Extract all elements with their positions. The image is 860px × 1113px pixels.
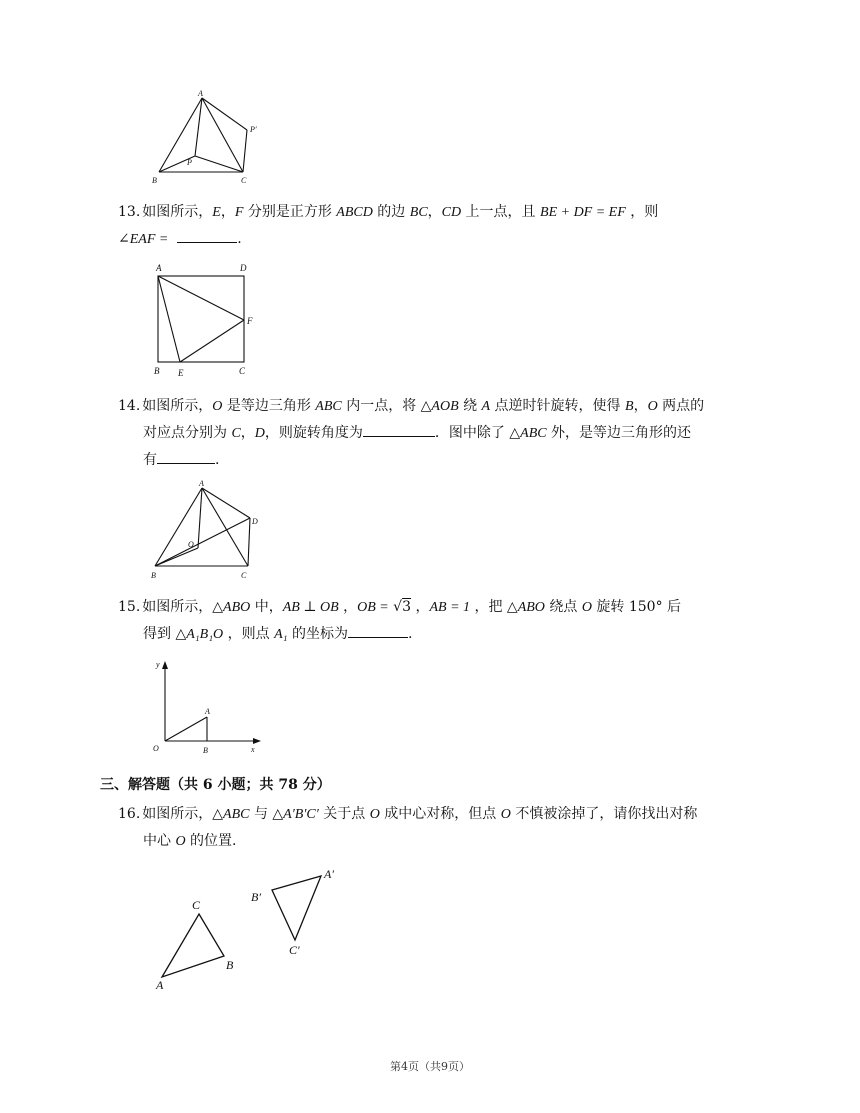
- math-cd: CD: [441, 205, 462, 220]
- label-b: B: [226, 958, 234, 972]
- math-a: A: [481, 399, 491, 414]
- q14-text: 两点的: [657, 398, 705, 414]
- line-ad: [202, 488, 250, 518]
- sqrt-sign: √: [393, 599, 403, 615]
- figure-q15: [145, 655, 270, 760]
- line-ap: [195, 98, 202, 156]
- q16-text: 成中心对称，但点: [379, 806, 501, 822]
- punct: ，: [220, 204, 235, 220]
- math-abc: ABC: [223, 807, 250, 822]
- triangle-abc-prime: [272, 876, 321, 940]
- figure-q14: [145, 478, 270, 583]
- figure-q13: [148, 262, 268, 382]
- question-16: [118, 801, 763, 855]
- math-abc: ABC: [315, 399, 342, 414]
- sqrt-value: 3: [402, 599, 412, 615]
- math-abcd: ABCD: [336, 205, 373, 220]
- q15-text: 绕点: [544, 599, 582, 615]
- q14-text: 如图所示，: [142, 398, 213, 414]
- math-c: C: [231, 426, 241, 441]
- math-perp: AB ⊥ OB: [282, 600, 339, 615]
- question-15: [118, 594, 763, 648]
- answer-blank[interactable]: [348, 622, 408, 638]
- q15-text: 得到 △: [143, 626, 187, 642]
- answer-blank-angle[interactable]: [363, 421, 435, 437]
- math-angle: ∠EAF =: [118, 232, 169, 247]
- q14-text: 有: [143, 452, 157, 468]
- q16-text: 关于点: [318, 806, 370, 822]
- label-c: C: [192, 898, 201, 912]
- line-ac: [202, 488, 248, 566]
- label-b: B: [154, 366, 160, 376]
- q16-text: 的位置.: [185, 833, 237, 849]
- math-o: O: [175, 834, 186, 849]
- q14-text: 对应点分别为: [143, 425, 232, 441]
- label-c: C: [241, 571, 247, 580]
- q16-text: 与 △: [249, 806, 284, 822]
- label-d: D: [240, 263, 247, 273]
- question-number: 15.: [118, 599, 141, 615]
- figure-q12: [145, 88, 270, 188]
- answer-blank-triangles[interactable]: [157, 448, 215, 464]
- punct: ，: [240, 425, 255, 441]
- q15-text: 中，: [250, 599, 283, 615]
- line-ao: [198, 488, 202, 548]
- line-ef: [180, 320, 244, 362]
- punct: .: [215, 452, 220, 468]
- punct: ，: [338, 599, 358, 615]
- line-af: [158, 276, 244, 320]
- label-b: B: [203, 746, 208, 755]
- label-b: B: [152, 176, 157, 185]
- q15-text: ，则点: [223, 626, 275, 642]
- math-abc-prime: A′B′C′: [283, 807, 319, 822]
- question-13: [118, 199, 763, 253]
- punct: ，: [633, 398, 648, 414]
- q14-text: 绕: [458, 398, 482, 414]
- page-footer: 第4页（共9页）: [390, 1060, 470, 1073]
- label-c: C: [239, 366, 246, 376]
- answer-blank[interactable]: [177, 227, 237, 243]
- square-abcd: [158, 276, 244, 362]
- figure-q16: [150, 862, 350, 997]
- line-ae: [158, 276, 180, 362]
- label-e: E: [178, 368, 184, 378]
- math-abc: ABC: [520, 426, 547, 441]
- line-ab: [159, 98, 202, 172]
- label-d: D: [252, 517, 258, 526]
- math-aob: AOB: [431, 399, 459, 414]
- punct: ，: [427, 204, 442, 220]
- math-b: B: [625, 399, 634, 414]
- q16-text: 如图所示，△: [142, 806, 224, 822]
- label-b: B: [151, 571, 156, 580]
- q13-text: 的边: [372, 204, 410, 220]
- label-c: C: [241, 176, 247, 185]
- label-a: A: [156, 978, 164, 992]
- label-b-prime: B′: [251, 890, 261, 904]
- q13-text: 如图所示，: [142, 204, 213, 220]
- label-a: A: [205, 707, 210, 716]
- q14-text: 外，是等边三角形的还: [546, 425, 692, 441]
- label-y: y: [156, 660, 160, 669]
- q13-text: 分别是正方形: [243, 204, 337, 220]
- q15-text: 旋转 150° 后: [591, 599, 682, 615]
- q14-text: ，则旋转角度为: [264, 425, 363, 441]
- q14-text: 点逆时针旋转，使得: [490, 398, 626, 414]
- q15-text: 的坐标为: [287, 626, 348, 642]
- y-axis-arrow: [162, 661, 168, 669]
- line-dc: [248, 518, 250, 566]
- q15-text: ，把 △: [470, 599, 518, 615]
- punct: ，: [411, 599, 430, 615]
- math-ob: OB =: [357, 600, 389, 615]
- q15-text: 如图所示，△: [142, 599, 224, 615]
- label-x: x: [251, 745, 255, 754]
- label-a: A: [198, 89, 203, 98]
- q14-text: 是等边三角形: [222, 398, 316, 414]
- label-p-prime: P′: [250, 125, 257, 134]
- math-o: O: [369, 807, 380, 822]
- label-a-prime: A′: [324, 867, 334, 881]
- label-o: O: [188, 540, 194, 549]
- label-o: O: [153, 744, 159, 753]
- math-abo: ABO: [223, 600, 251, 615]
- q14-text: ．图中除了 △: [434, 425, 521, 441]
- label-a: A: [199, 479, 204, 488]
- math-equation: BE + DF = EF: [540, 205, 626, 220]
- label-c-prime: C′: [289, 943, 300, 957]
- math-d: D: [254, 426, 265, 441]
- line-ob: [155, 548, 198, 566]
- math-o: O: [647, 399, 658, 414]
- x-axis-arrow: [253, 738, 261, 744]
- punct: .: [407, 626, 413, 642]
- math-e: E: [212, 205, 221, 220]
- math-f: F: [234, 205, 244, 220]
- line-oa: [165, 717, 207, 741]
- math-ab: AB = 1: [429, 600, 471, 615]
- line-p-prime-c: [243, 130, 247, 172]
- math-o: O: [581, 600, 592, 615]
- label-f: F: [247, 316, 253, 326]
- line-ap-prime: [202, 98, 247, 130]
- q16-text: 中心: [143, 833, 176, 849]
- question-14: [118, 393, 763, 473]
- question-number: 14.: [118, 398, 141, 414]
- math-o: O: [500, 807, 511, 822]
- q14-text: 内一点，将 △: [341, 398, 432, 414]
- q16-text: 不慎被涂掉了，请你找出对称: [510, 806, 698, 822]
- label-p: P: [187, 158, 192, 167]
- question-number: 13.: [118, 204, 141, 220]
- triangle-abc: [162, 914, 224, 977]
- math-abo: ABO: [517, 600, 545, 615]
- math-a1: A₁: [274, 627, 288, 642]
- q13-text: ，则: [625, 204, 659, 220]
- punct: .: [237, 231, 242, 247]
- q13-text: 上一点，且: [461, 204, 541, 220]
- math-a1b1o: A₁B₁O: [186, 627, 224, 642]
- section-title: 三、解答题（共 6 小题；共 78 分）: [100, 777, 331, 793]
- label-a: A: [156, 263, 162, 273]
- math-o: O: [212, 399, 223, 414]
- math-bc: BC: [409, 205, 428, 220]
- question-number: 16.: [118, 806, 141, 822]
